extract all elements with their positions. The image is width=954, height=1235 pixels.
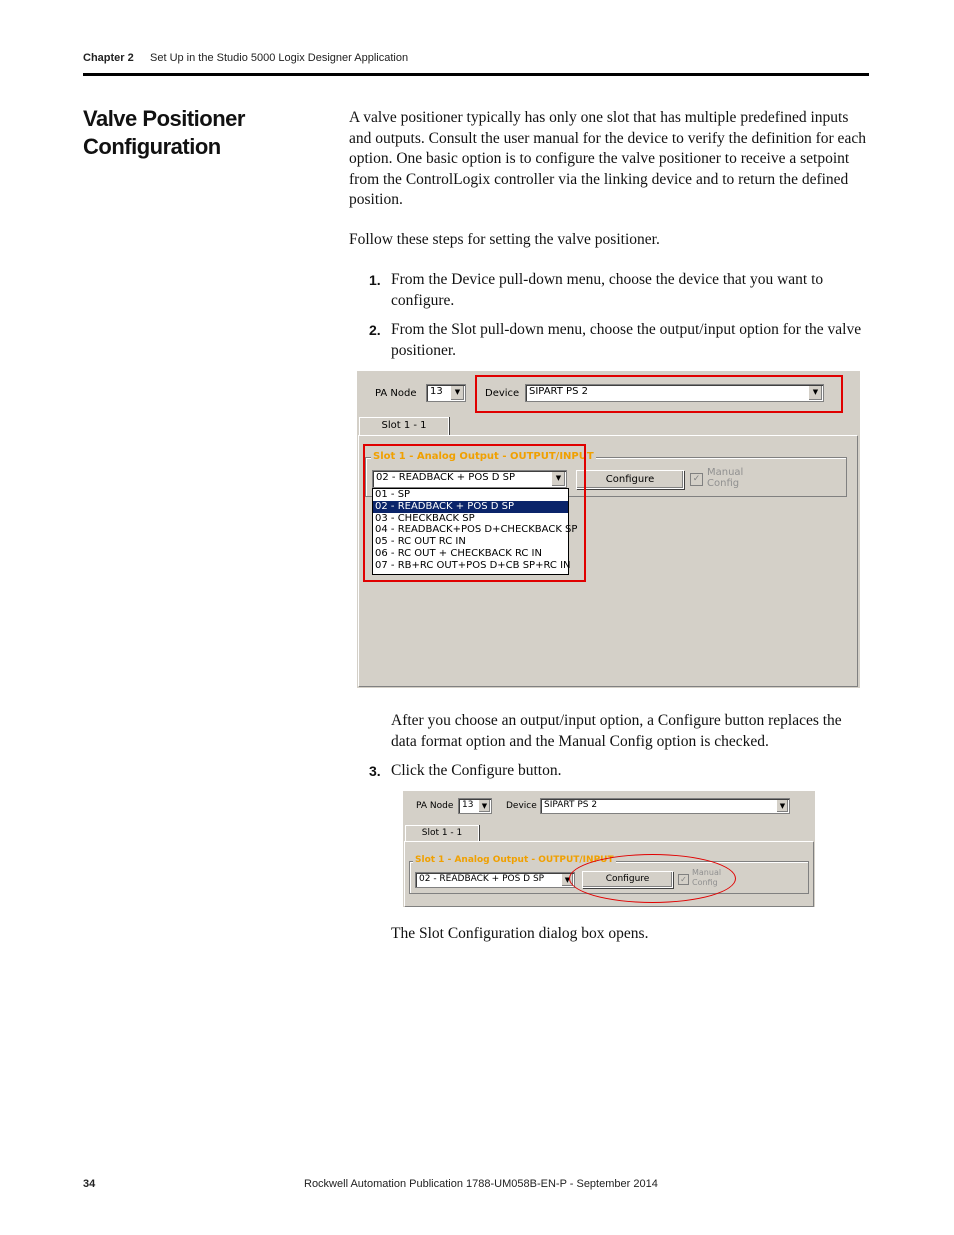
manual-config-checkbox[interactable]: ✓ [678, 874, 689, 885]
slot-group-title: Slot 1 - Analog Output - OUTPUT/INPUT [373, 451, 594, 462]
step-text: From the Slot pull-down menu, choose the output/input option for the valve positioner. [391, 321, 862, 359]
manual-label-2: Config [692, 878, 718, 887]
after-paragraph: After you choose an output/input option, a Configure button replaces the data format option and the Manual Config option is checked. [391, 712, 842, 750]
tab-slot-1-1[interactable]: Slot 1 - 1 [405, 825, 479, 842]
configure-highlight-ellipse [569, 854, 736, 903]
dropdown-arrow-icon[interactable]: ▼ [808, 386, 822, 400]
manual-label-1: Manual [707, 467, 744, 478]
device-value: SIPART PS 2 [529, 386, 588, 397]
dropdown-arrow-icon[interactable]: ▼ [450, 386, 464, 400]
step-number: 2. [369, 322, 381, 338]
step-1 [369, 270, 869, 311]
configure-button[interactable]: Configure [576, 470, 684, 489]
pa-node-combo[interactable] [458, 798, 492, 814]
opens-paragraph: The Slot Configuration dialog box opens. [391, 925, 649, 942]
header-rule [83, 73, 869, 76]
publication-info: Rockwell Automation Publication 1788-UM058B-EN-P - September 2014 [304, 1178, 658, 1190]
page-number: 34 [83, 1178, 96, 1190]
device-combo[interactable] [540, 798, 790, 814]
pa-node-label: PA Node [375, 388, 417, 399]
slot-highlight [363, 444, 586, 582]
section-title: Valve Positioner Configuration [83, 106, 245, 159]
pa-node-value: 13 [462, 800, 474, 810]
list-item[interactable]: 06 - RC OUT + CHECKBACK RC IN [375, 547, 542, 559]
device-label: Device [506, 801, 537, 811]
device-label: Device [485, 388, 520, 399]
dialog-screenshot-1 [357, 371, 860, 688]
device-highlight [475, 375, 843, 413]
list-item[interactable]: 01 - SP [375, 489, 411, 500]
dropdown-arrow-icon[interactable]: ▼ [561, 874, 573, 886]
intro-paragraph: A valve positioner typically has only one slot that has multiple predefined inputs and outputs. Consult the user manual for the device to verify the definition for each option. One basic option is to configure the valve positioner to receive a setpoint from the ControlLogix controller via the linking device and to return the defined position. [349, 109, 866, 208]
list-item[interactable]: 05 - RC OUT RC IN [375, 536, 466, 548]
manual-label-2: Config [707, 478, 740, 489]
manual-label-1: Manual [692, 868, 722, 877]
follow-paragraph: Follow these steps for setting the valve positioner. [349, 231, 660, 248]
list-item-selected[interactable]: 02 - READBACK + POS D SP [373, 501, 568, 513]
list-item[interactable]: 04 - READBACK+POS D+CHECKBACK SP [375, 524, 578, 536]
slot-value: 02 - READBACK + POS D SP [419, 874, 545, 884]
manual-config-label [707, 467, 743, 489]
step-number: 3. [369, 763, 381, 779]
dropdown-arrow-icon[interactable]: ▼ [478, 800, 490, 812]
pa-node-value: 13 [430, 386, 443, 397]
step-number: 1. [369, 272, 381, 288]
list-item[interactable]: 07 - RB+RC OUT+POS D+CB SP+RC IN [375, 559, 571, 571]
manual-config-checkbox[interactable]: ✓ [690, 473, 703, 486]
slot-combo[interactable] [415, 872, 575, 888]
dialog-screenshot-2 [403, 791, 815, 907]
chapter-title: Set Up in the Studio 5000 Logix Designer Application [150, 52, 409, 64]
tab-slot-1-1[interactable]: Slot 1 - 1 [359, 417, 449, 436]
pa-node-label: PA Node [416, 801, 454, 811]
pa-node-combo[interactable] [426, 384, 466, 402]
list-item[interactable]: 03 - CHECKBACK SP [375, 512, 475, 524]
dropdown-arrow-icon[interactable]: ▼ [551, 472, 565, 486]
slot-value: 02 - READBACK + POS D SP [376, 472, 515, 483]
device-value: SIPART PS 2 [544, 800, 598, 810]
step-text: Click the Configure button. [391, 762, 562, 779]
dropdown-arrow-icon[interactable]: ▼ [776, 800, 788, 812]
chapter-label: Chapter 2 [83, 52, 134, 64]
step-2 [369, 320, 869, 361]
page-header [83, 52, 409, 64]
slot-group-title: Slot 1 - Analog Output - OUTPUT/INPUT [415, 855, 614, 865]
step-text: From the Device pull-down menu, choose the device that you want to configure. [391, 271, 824, 309]
configure-button[interactable]: Configure [582, 871, 673, 888]
step-3 [369, 761, 869, 782]
